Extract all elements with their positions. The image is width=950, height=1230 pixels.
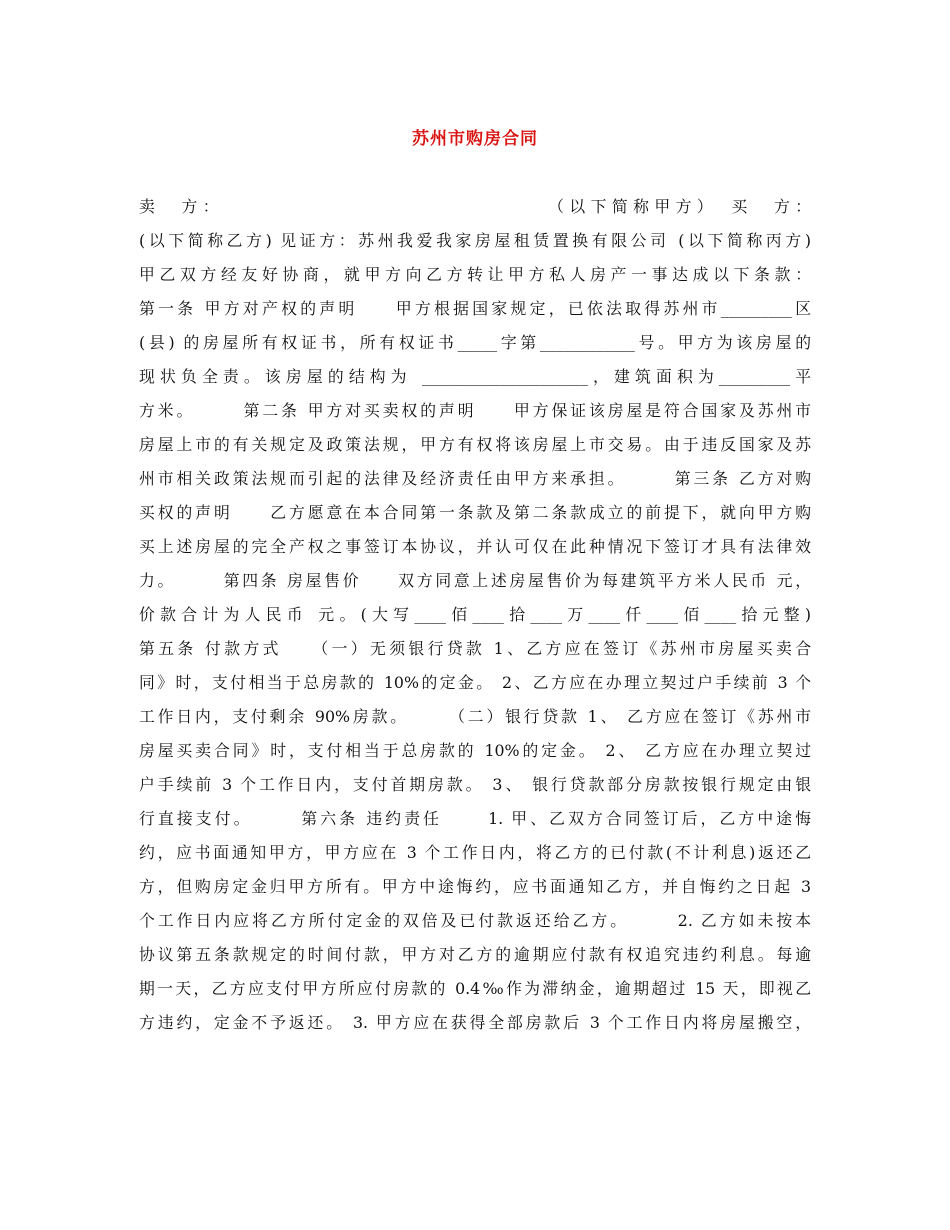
text-line: (以下简称乙方) 见证方：苏州我爱我家房屋租赁置换有限公司 (以下简称丙方): [139, 231, 811, 250]
contract-body: [139, 190, 811, 1040]
text-line: 方米。 第二条 甲方对买卖权的声明 甲方保证该房屋是符合国家及苏州市: [139, 401, 811, 420]
text-line: 房屋上市的有关规定及政策法规，甲方有权将该房屋上市交易。由于违反国家及苏: [139, 435, 811, 454]
text-line: 第一条 甲方对产权的声明 甲方根据国家规定，已依法取得苏州市_________区: [139, 299, 811, 318]
text-line: 买权的声明 乙方愿意在本合同第一条款及第二条款成立的前提下，就向甲方购: [139, 503, 811, 522]
text-line: 期一天，乙方应支付甲方所应付房款的 0.4‰作为滞纳金，逾期超过 15 天，即视乙: [139, 979, 811, 998]
text-line: 力。 第四条 房屋售价 双方同意上述房屋售价为每建筑平方米人民币 元，: [139, 571, 811, 590]
text-line: 工作日内，支付剩余 90%房款。 （二）银行贷款 1、 乙方应在签订《苏州市: [139, 707, 811, 726]
text-line: 户手续前 3 个工作日内，支付首期房款。 3、 银行贷款部分房款按银行规定由银: [139, 775, 811, 794]
text-line: (县) 的房屋所有权证书，所有权证书_____字第____________号。甲方为该房屋的: [139, 333, 811, 352]
text-line: 方违约，定金不予返还。 3. 甲方应在获得全部房款后 3 个工作日内将房屋搬空，: [139, 1013, 811, 1032]
text-line: 州市相关政策法规而引起的法律及经济责任由甲方来承担。 第三条 乙方对购: [139, 469, 811, 488]
text-line: 方，但购房定金归甲方所有。甲方中途悔约，应书面通知乙方，并自悔约之日起 3: [139, 877, 811, 896]
text-line: 房屋买卖合同》时，支付相当于总房款的 10%的定金。 2、 乙方应在办理立契过: [139, 741, 811, 760]
text-line: 第五条 付款方式 （一）无须银行贷款 1、乙方应在签订《苏州市房屋买卖合: [139, 639, 811, 658]
text-line: 价款合计为人民币 元。(大写____佰____拾____万____仟____佰____拾元整): [139, 605, 811, 624]
text-line: 约，应书面通知甲方，甲方应在 3 个工作日内，将乙方的已付款(不计利息)返还乙: [139, 843, 811, 862]
text-line: 现状负全责。该房屋的结构为 _____________________，建筑面积为_________平: [139, 367, 811, 386]
text-line: 卖 方： （以下简称甲方） 买 方：: [139, 197, 811, 216]
text-line: 协议第五条款规定的时间付款，甲方对乙方的逾期应付款有权追究违约利息。每逾: [139, 945, 811, 964]
text-line: 买上述房屋的完全产权之事签订本协议，并认可仅在此种情况下签订才具有法律效: [139, 537, 811, 556]
text-line: 甲乙双方经友好协商，就甲方向乙方转让甲方私人房产一事达成以下条款：: [139, 265, 811, 284]
text-line: 行直接支付。 第六条 违约责任 1. 甲、乙双方合同签订后，乙方中途悔: [139, 809, 811, 828]
text-line: 同》时，支付相当于总房款的 10%的定金。 2、乙方应在办理立契过户手续前 3 个: [139, 673, 811, 692]
text-line: 个工作日内应将乙方所付定金的双倍及已付款返还给乙方。 2. 乙方如未按本: [139, 911, 811, 930]
document-title: 苏州市购房合同: [412, 129, 538, 149]
